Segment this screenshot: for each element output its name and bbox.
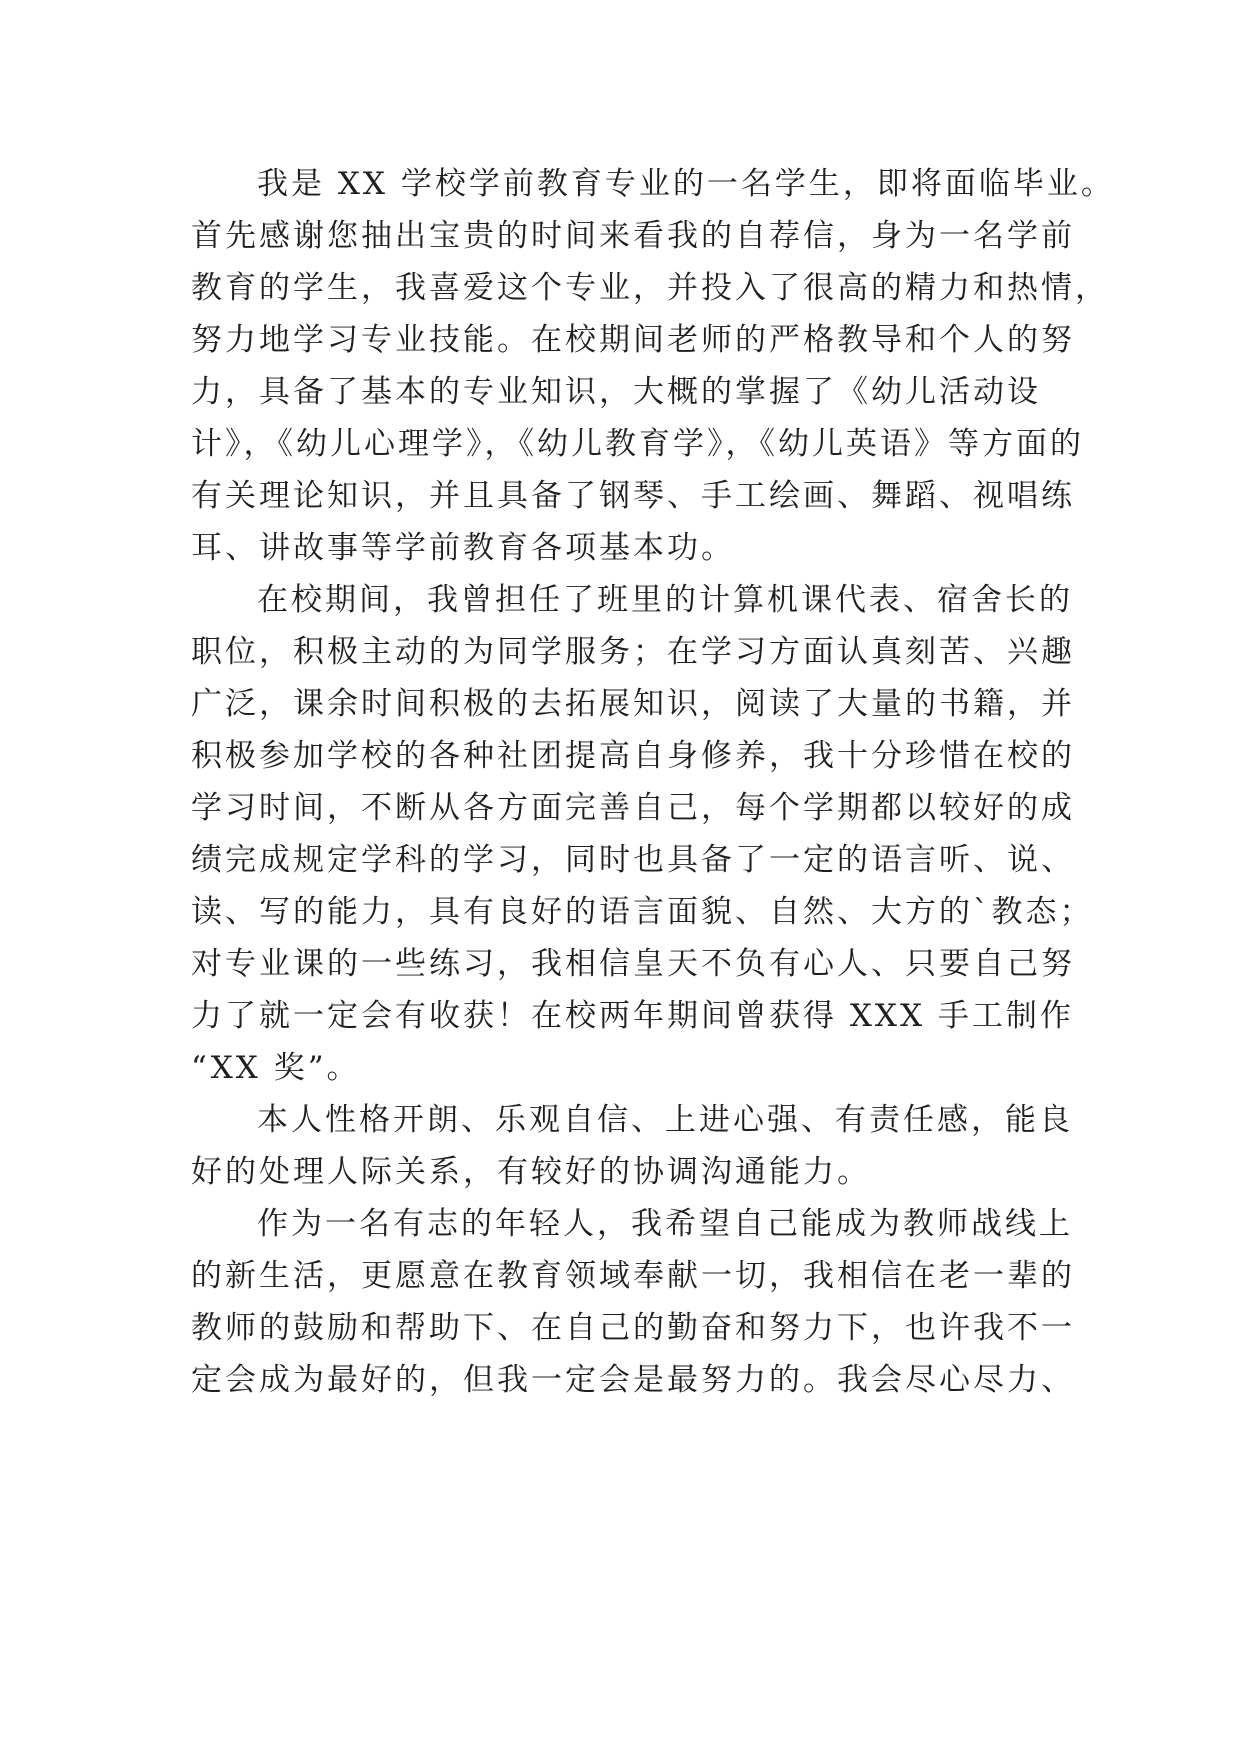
text-line: 努力地学习专业技能。在校期间老师的严格教导和个人的努 [191, 322, 1075, 358]
text-line: 作为一名有志的年轻人，我希望自己能成为教师战线上 [257, 1206, 1073, 1242]
text-line: 教育的学生，我喜爱这个专业，并投入了很高的精力和热情， [191, 270, 1109, 306]
text-line: 对专业课的一些练习，我相信皇天不负有心人、只要自己努 [191, 946, 1075, 982]
text-line: 读、写的能力，具有良好的语言面貌、自然、大方的`教态； [191, 894, 1094, 930]
text-line: 力了就一定会有收获！在校两年期间曾获得 XXX 手工制作 [191, 998, 1074, 1034]
text-line: 职位，积极主动的为同学服务；在学习方面认真刻苦、兴趣 [191, 634, 1075, 670]
text-line: 定会成为最好的，但我一定会是最努力的。我会尽心尽力、 [191, 1362, 1075, 1398]
text-line: 耳、讲故事等学前教育各项基本功。 [191, 530, 735, 566]
text-line: 学习时间，不断从各方面完善自己，每个学期都以较好的成 [191, 790, 1075, 826]
text-line: 计》，《幼儿心理学》，《幼儿教育学》，《幼儿英语》等方面的 [191, 426, 1084, 462]
letter-body [191, 158, 1115, 1406]
text-line: 积极参加学校的各种社团提高自身修养，我十分珍惜在校的 [191, 738, 1075, 774]
text-line: 绩完成规定学科的学习，同时也具备了一定的语言听、说、 [191, 842, 1075, 878]
text-line: 首先感谢您抽出宝贵的时间来看我的自荐信，身为一名学前 [191, 218, 1075, 254]
text-line: 力，具备了基本的专业知识，大概的掌握了《幼儿活动设 [191, 374, 1041, 410]
text-line: 的新生活，更愿意在教育领域奉献一切，我相信在老一辈的 [191, 1258, 1075, 1294]
paragraph-4 [191, 1198, 1075, 1406]
paragraph-3 [191, 1094, 1071, 1198]
text-line: 好的处理人际关系，有较好的协调沟通能力。 [191, 1154, 871, 1190]
paragraph-2 [191, 574, 1094, 1094]
paragraph-1 [191, 158, 1115, 574]
text-line: 在校期间，我曾担任了班里的计算机课代表、宿舍长的 [257, 582, 1073, 618]
text-line: 教师的鼓励和帮助下、在自己的勤奋和努力下，也许我不一 [191, 1310, 1075, 1346]
text-line: 广泛，课余时间积极的去拓展知识，阅读了大量的书籍，并 [191, 686, 1075, 722]
text-line: 我是 XX 学校学前教育专业的一名学生，即将面临毕业。 [257, 166, 1115, 202]
text-line: 本人性格开朗、乐观自信、上进心强、有责任感，能良 [257, 1102, 1073, 1138]
text-line: 有关理论知识，并且具备了钢琴、手工绘画、舞蹈、视唱练 [191, 478, 1075, 514]
text-line: “XX 奖”。 [191, 1050, 361, 1086]
